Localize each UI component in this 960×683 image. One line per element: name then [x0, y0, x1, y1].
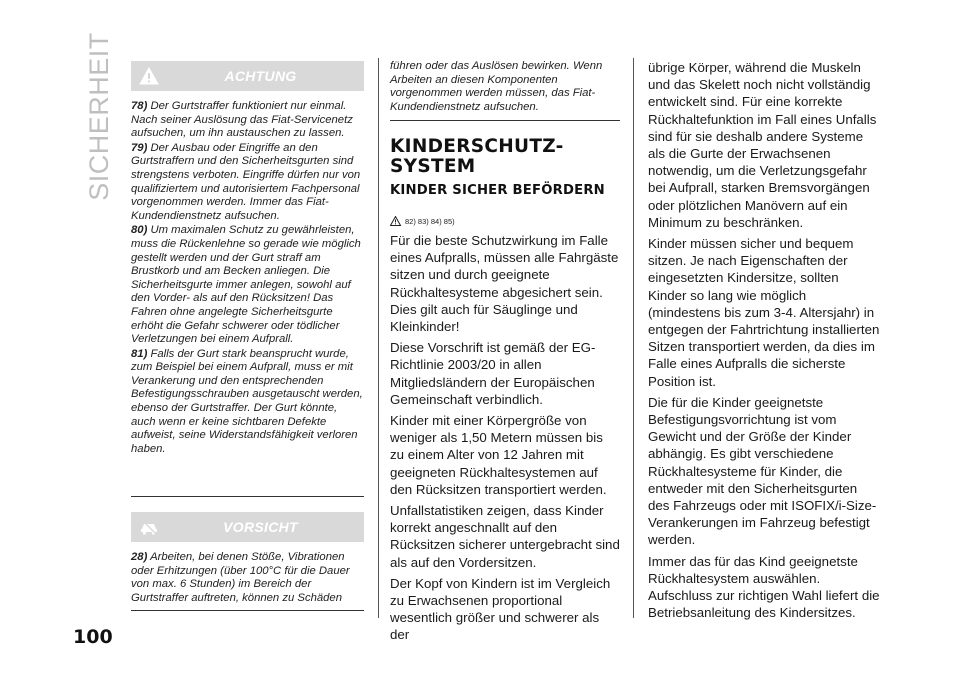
- section-subtitle: KINDER SICHER BEFÖRDERN: [390, 183, 605, 198]
- paragraph: Für die beste Schutzwirkung im Falle eines Aufpralls, müssen alle Fahrgäste sitzen und durch geeignete Rückhaltesysteme abgesichert sein. Dies gilt auch für Säuglinge und Kleinkinder!: [390, 233, 619, 335]
- vorsicht-header: [131, 512, 364, 542]
- paragraph: übrige Körper, während die Muskeln und das Skelett noch nicht vollständig entwickelt sind. Für eine korrekte Rückhaltefunktion im Fall eines Unfalls sind für sie deshalb andere Systeme als die Gurte der Erwachsenen notwendig, um die Verletzungsgefahr bei Aufprall, starken Bremsvorgängen oder plötzlichen Manövern auf ein Minimum zu beschränken.: [648, 60, 877, 230]
- paragraph: Die für die Kinder geeignetste Befestigungsvorrichtung ist vom Gewicht und der Größe der Kinder abhängig. Es gibt verschiedene Rückhaltesysteme für Kinder, die entweder mit den Sicherheitsgurten des Fahrzeugs oder mit ISOFIX/i-Size-Verankerungen im Fahrzeug befestigt werden.: [648, 394, 877, 548]
- body-column-2: [390, 232, 620, 648]
- paragraph: Der Kopf von Kindern ist im Vergleich zu Erwachsenen proportional wesentlich größer und schwerer als der: [390, 575, 611, 643]
- note-item: 28) Arbeiten, bei denen Stöße, Vibrationen oder Erhitzungen (über 100°C für die Dauer von max. 6 Stunden) im Bereich der Gurtstraffer auftreten, können zu Schäden: [131, 551, 350, 604]
- warning-triangle-icon: [390, 216, 401, 226]
- body-column-3: [648, 59, 880, 626]
- warning-references: [390, 216, 455, 226]
- note-continuation: führen oder das Auslösen bewirken. Wenn Arbeiten an diesen Komponenten vorgenommen werden müssen, das Fiat-Kundendienstnetz aufsuchen.: [390, 60, 620, 121]
- achtung-notes: [131, 100, 364, 497]
- car-caution-icon: [131, 512, 167, 542]
- note-item: 79) Der Ausbau oder Eingriffe an den Gurtstraffern und den Sicherheitsgurten sind strengstens verboten. Eingriffe dürfen nur von qualifiziertem und autorisiertem Fachpersonal vorgenommen werden. Immer das Fiat-Kundendienstnetz aufsuchen.: [131, 141, 361, 222]
- achtung-header: [131, 61, 364, 91]
- note-item: 81) Falls der Gurt stark beansprucht wurde, zum Beispiel bei einem Aufprall, muss er mit Verankerung und den entsprechenden Befestigungsschrauben ausgetauscht werden, ebenso der Gurtstraffer. Der Gurt könnte, auch wenn er keine sichtbaren Defekte aufweist, seine Widerstandsfähigkeit verloren haben.: [131, 347, 363, 455]
- achtung-title: ACHTUNG: [224, 68, 297, 84]
- vorsicht-title: VORSICHT: [223, 519, 298, 535]
- paragraph: Kinder mit einer Körpergröße von weniger als 1,50 Metern müssen bis zu einem Alter von 12 Jahren mit geeigneten Rückhaltesystemen auf den Rücksitzen transportiert werden.: [390, 413, 607, 497]
- reference-numbers: 82) 83) 84) 85): [405, 216, 455, 226]
- warning-triangle-icon: [131, 61, 167, 91]
- section-side-tab-label: SICHERHEIT: [83, 32, 114, 201]
- paragraph: Unfallstatistiken zeigen, dass Kinder korrekt angeschnallt auf den Rücksitzen sicherer untergebracht sind als auf den Vordersitzen.: [390, 503, 620, 570]
- column-divider: [633, 58, 634, 618]
- section-title: KINDERSCHUTZ-SYSTEM: [390, 136, 564, 177]
- page-number: 100: [73, 626, 113, 648]
- paragraph: Diese Vorschrift ist gemäß der EG-Richtlinie 2003/20 in allen Mitgliedsländern der Europäischen Gemeinschaft verbindlich.: [390, 340, 596, 407]
- note-item: 78) Der Gurtstraffer funktioniert nur einmal. Nach seiner Auslösung das Fiat-Servicenetz aufsuchen, um ihn austauschen zu lassen.: [131, 100, 353, 140]
- column-divider: [378, 58, 379, 618]
- paragraph: Immer das für das Kind geeignetste Rückhaltesystem auswählen. Aufschluss zur richtigen Wahl liefert die Betriebsanleitung des Kindersitzes.: [648, 553, 880, 621]
- vorsicht-notes: [131, 551, 364, 611]
- paragraph: Kinder müssen sicher und bequem sitzen. Je nach Eigenschaften der eingesetzten Kindersitze, sollten Kinder so lang wie möglich (mindestens bis zum 3-4. Altersjahr) in entgegen der Fahrtrichtung installierten Sitzen transportiert werden, da dies im Falle eines Aufpralls die sicherste Position ist.: [648, 236, 880, 389]
- section-side-tab: [83, 32, 114, 201]
- note-item: 80) Um maximalen Schutz zu gewährleisten, muss die Rückenlehne so gerade wie möglich gestellt werden und der Gurt straff am Brustkorb und am Becken anliegen. Die Sicherheitsgurte immer anlegen, sowohl auf den Vorder- als auf den Rücksitzen! Das Fahren ohne angelegte Sicherheitsgurte erhöht die Gefahr schwerer oder tödlicher Verletzungen bei einem Aufprall.: [131, 224, 361, 346]
